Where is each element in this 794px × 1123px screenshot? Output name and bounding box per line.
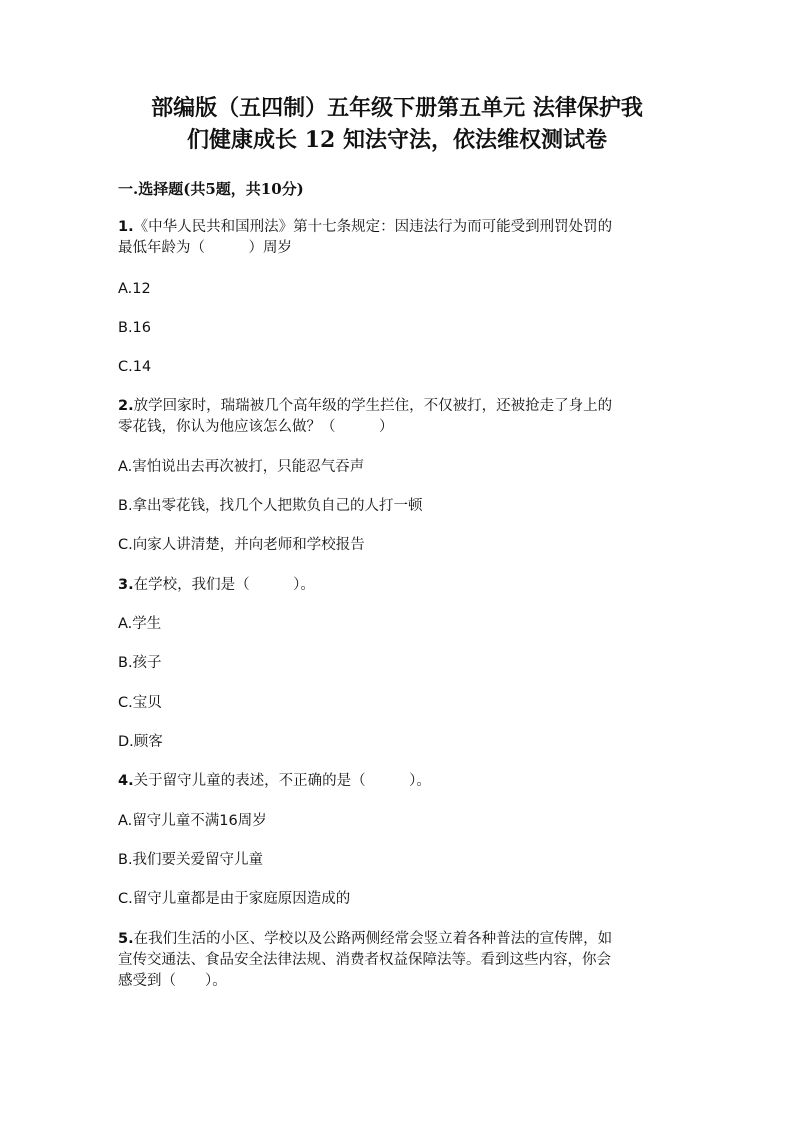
section-heading: 一.选择题(共5题，共10分) [118,180,304,198]
question-3-option-a: A.学生 [118,616,162,632]
question-4-option-a: A.留守儿童不满16周岁 [118,813,267,829]
question-3-line-1 [118,575,315,595]
question-2-line-2: 零花钱，你认为他应该怎么做？（ ） [118,419,394,435]
question-number: 4. [118,773,134,789]
question-1-option-a: A.12 [118,281,151,297]
question-text: 关于留守儿童的表述，不正确的是（ ）。 [133,773,431,789]
question-4-line-1 [118,771,431,791]
question-5-line-1 [118,929,612,949]
question-number: 3. [118,577,134,593]
question-3-option-b: B.孩子 [118,655,162,671]
question-1-option-c: C.14 [118,359,152,375]
question-number: 5. [118,931,134,947]
question-5-line-2: 宣传交通法、食品安全法律法规、消费者权益保障法等。看到这些内容，你会 [118,952,611,968]
question-2-option-b: B.拿出零花钱，找几个人把欺负自己的人打一顿 [118,498,423,514]
question-text: 放学回家时，瑞瑞被几个高年级的学生拦住，不仅被打，还被抢走了身上的 [133,398,613,414]
page-title [100,92,694,156]
question-2-option-a: A.害怕说出去再次被打，只能忍气吞声 [118,459,365,475]
question-2-option-c: C.向家人讲清楚，并向老师和学校报告 [118,537,365,553]
question-1-line-1 [118,217,612,237]
title-line-2: 们健康成长 12 知法守法，依法维权测试卷 [187,127,607,153]
question-3-option-c: C.宝贝 [118,695,162,711]
question-text: 在我们生活的小区、学校以及公路两侧经常会竖立着各种普法的宣传牌，如 [133,931,613,947]
title-line-1: 部编版（五四制）五年级下册第五单元 法律保护我 [151,95,643,121]
question-number: 1. [118,219,134,235]
question-4-option-c: C.留守儿童都是由于家庭原因造成的 [118,891,351,907]
question-number: 2. [118,398,134,414]
question-3-option-d: D.顾客 [118,734,163,750]
question-1-option-b: B.16 [118,320,152,336]
question-2-line-1 [118,396,612,416]
question-4-option-b: B.我们要关爱留守儿童 [118,852,264,868]
question-text: 在学校，我们是（ ）。 [133,577,315,593]
question-5-line-3: 感受到（ ）。 [118,973,227,989]
question-text: 《中华人民共和国刑法》第十七条规定：因违法行为而可能受到刑罚处罚的 [133,219,613,235]
question-1-line-2: 最低年龄为（ ）周岁 [118,240,292,256]
